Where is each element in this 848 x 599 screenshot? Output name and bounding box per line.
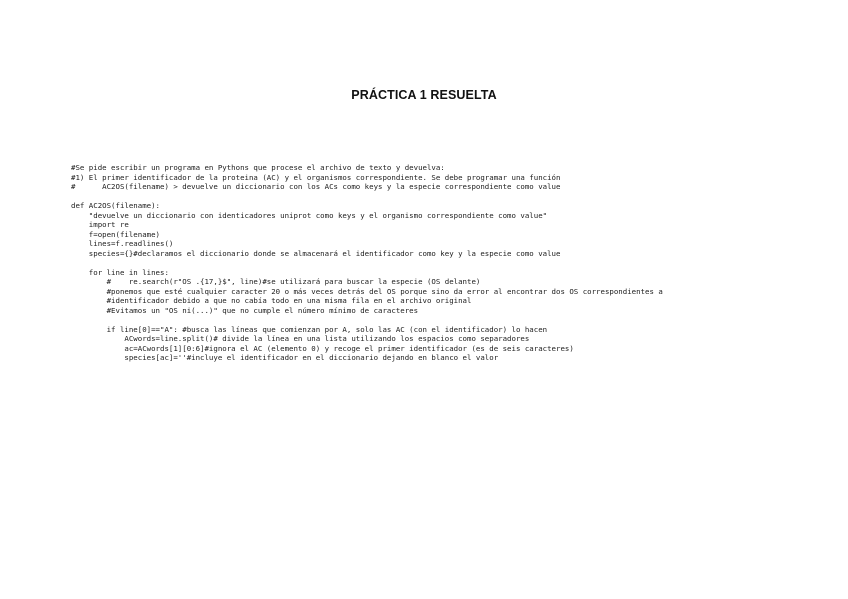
code-line: #Evitamos un "OS ni(...)" que no cumple el número mínimo de caracteres	[71, 305, 419, 315]
document-title: PRÁCTICA 1 RESUELTA	[351, 88, 497, 102]
code-line: if line[0]=="A": #busca las líneas que comienzan por A, solo las AC (con el identificador) lo hacen	[71, 324, 548, 334]
code-line: species={}#declaramos el diccionario donde se almacenará el identificador como key y la especie como value	[71, 248, 561, 258]
code-line: lines=f.readlines()	[71, 239, 174, 248]
code-line: for line in lines:	[71, 267, 169, 277]
code-line	[71, 315, 841, 325]
code-line: def AC2OS(filename):	[71, 201, 160, 210]
code-line: species[ac]=''#incluye el identificador en el diccionario dejando en blanco el valor	[71, 353, 499, 362]
code-line: # AC2OS(filename) > devuelve un diccionario con los ACs como keys y la especie correspondiente como value	[71, 182, 561, 191]
code-line: "devuelve un diccionario con identicadores uniprot como keys y el organismo correspondiente como value"	[71, 210, 548, 220]
code-line	[71, 258, 841, 268]
code-line: #1) El primer identificador de la proteina (AC) y el organismos correspondiente. Se debe programar una función	[71, 172, 561, 182]
code-line	[71, 192, 841, 202]
code-line: #identificador debido a que no cabía todo en una misma fila en el archivo original	[71, 296, 472, 305]
code-block	[71, 163, 841, 363]
code-line: ACwords=line.split()# divide la línea en una lista utilizando los espacios como separadores	[71, 334, 530, 343]
code-line: #ponemos que esté cualquier caracter 20 o más veces detrás del OS porque sino da error al encontrar dos OS correspondientes a	[71, 286, 663, 296]
code-line: # re.search(r"OS .{17,}$", line)#se utilizará para buscar la especie (OS delante)	[71, 277, 481, 286]
code-line: ac=ACwords[1][0:6]#ignora el AC (elemento 0) y recoge el primer identificador (es de seis caracteres)	[71, 343, 574, 353]
code-line: #Se pide escribir un programa en Pythons que procese el archivo de texto y devuelva:	[71, 163, 445, 172]
code-line: f=open(filename)	[71, 229, 160, 239]
code-line: import re	[71, 220, 129, 229]
